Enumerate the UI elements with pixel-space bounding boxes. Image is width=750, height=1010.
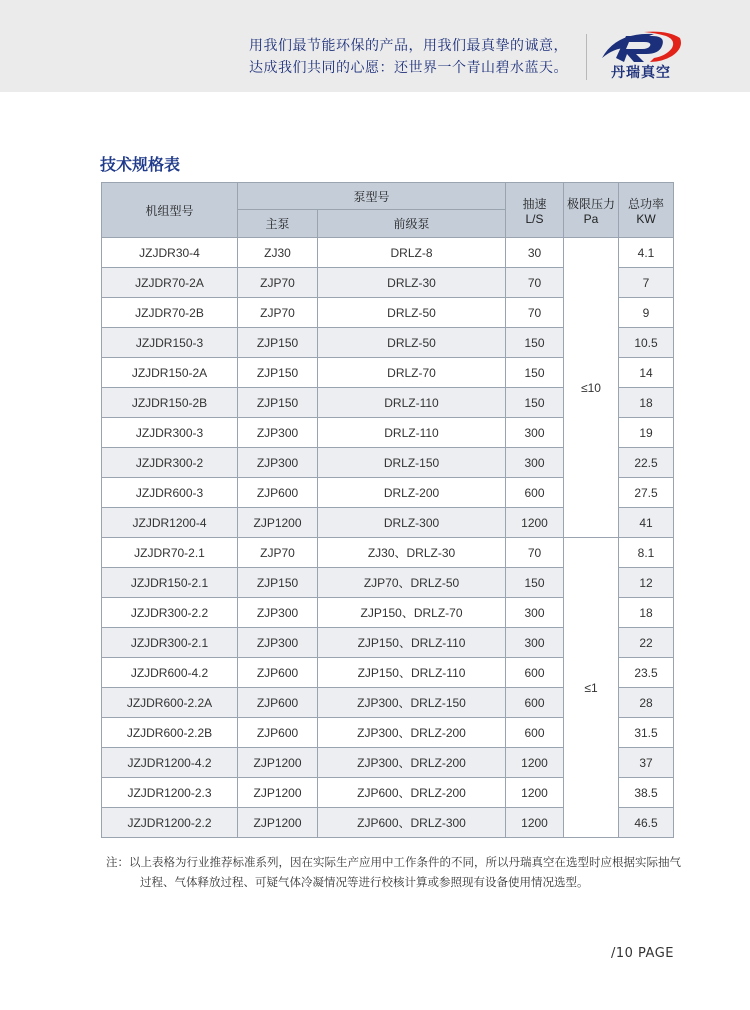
cell-ultimate-pressure: ≤1: [564, 538, 619, 838]
cell-power: 7: [619, 268, 674, 298]
cell-backing-pump: ZJ30、DRLZ-30: [318, 538, 506, 568]
cell-backing-pump: ZJP150、DRLZ-70: [318, 598, 506, 628]
cell-model: JZJDR600-2.2A: [102, 688, 238, 718]
spec-table-body: [102, 238, 674, 838]
cell-power: 4.1: [619, 238, 674, 268]
cell-backing-pump: DRLZ-200: [318, 478, 506, 508]
cell-model: JZJDR600-4.2: [102, 658, 238, 688]
cell-speed: 300: [506, 418, 564, 448]
cell-model: JZJDR600-2.2B: [102, 718, 238, 748]
cell-speed: 150: [506, 568, 564, 598]
header-power: 总功率 KW: [619, 183, 674, 238]
cell-backing-pump: ZJP70、DRLZ-50: [318, 568, 506, 598]
section-title: 技术规格表: [100, 155, 181, 174]
cell-power: 46.5: [619, 808, 674, 838]
footnote: [106, 852, 686, 892]
footnote-line-2: 过程、气体释放过程、可疑气体冷凝情况等进行校核计算或参照现有设备使用情况选型。: [140, 875, 589, 889]
cell-main-pump: ZJP600: [238, 718, 318, 748]
cell-power: 27.5: [619, 478, 674, 508]
cell-main-pump: ZJP70: [238, 538, 318, 568]
cell-backing-pump: ZJP150、DRLZ-110: [318, 658, 506, 688]
page-header: [0, 0, 750, 92]
cell-model: JZJDR300-2: [102, 448, 238, 478]
header-model: 机组型号: [102, 183, 238, 238]
cell-backing-pump: ZJP150、DRLZ-110: [318, 628, 506, 658]
cell-speed: 300: [506, 448, 564, 478]
cell-main-pump: ZJP600: [238, 658, 318, 688]
cell-backing-pump: ZJP300、DRLZ-200: [318, 718, 506, 748]
cell-speed: 150: [506, 328, 564, 358]
cell-backing-pump: DRLZ-50: [318, 328, 506, 358]
cell-power: 31.5: [619, 718, 674, 748]
cell-model: JZJDR30-4: [102, 238, 238, 268]
cell-backing-pump: DRLZ-300: [318, 508, 506, 538]
cell-main-pump: ZJP150: [238, 568, 318, 598]
cell-model: JZJDR1200-4: [102, 508, 238, 538]
header-pump-type: 泵型号: [238, 183, 506, 210]
cell-model: JZJDR150-2A: [102, 358, 238, 388]
cell-speed: 1200: [506, 778, 564, 808]
cell-backing-pump: DRLZ-150: [318, 448, 506, 478]
cell-main-pump: ZJP1200: [238, 748, 318, 778]
slogan-line-2: 达成我们共同的心愿：还世界一个青山碧水蓝天。: [249, 60, 568, 76]
cell-model: JZJDR1200-4.2: [102, 748, 238, 778]
cell-model: JZJDR70-2.1: [102, 538, 238, 568]
header-pressure: 极限压力 Pa: [564, 183, 619, 238]
cell-model: JZJDR300-3: [102, 418, 238, 448]
cell-main-pump: ZJP300: [238, 418, 318, 448]
cell-power: 19: [619, 418, 674, 448]
cell-speed: 70: [506, 538, 564, 568]
cell-power: 37: [619, 748, 674, 778]
header-backing-pump: 前级泵: [318, 210, 506, 238]
header-main-pump: 主泵: [238, 210, 318, 238]
slogan-line-1: 用我们最节能环保的产品，用我们最真挚的诚意，: [249, 38, 568, 54]
cell-model: JZJDR1200-2.3: [102, 778, 238, 808]
cell-main-pump: ZJP1200: [238, 778, 318, 808]
cell-power: 8.1: [619, 538, 674, 568]
cell-model: JZJDR150-3: [102, 328, 238, 358]
cell-backing-pump: ZJP600、DRLZ-200: [318, 778, 506, 808]
slogan: [249, 35, 568, 79]
cell-model: JZJDR300-2.2: [102, 598, 238, 628]
cell-power: 14: [619, 358, 674, 388]
page-number: /10 PAGE: [610, 946, 674, 961]
cell-power: 10.5: [619, 328, 674, 358]
cell-power: 22.5: [619, 448, 674, 478]
cell-speed: 600: [506, 718, 564, 748]
cell-main-pump: ZJP150: [238, 388, 318, 418]
cell-main-pump: ZJP600: [238, 688, 318, 718]
cell-power: 28: [619, 688, 674, 718]
cell-model: JZJDR70-2B: [102, 298, 238, 328]
cell-main-pump: ZJP300: [238, 448, 318, 478]
spec-table: [101, 182, 674, 838]
cell-model: JZJDR1200-2.2: [102, 808, 238, 838]
cell-ultimate-pressure: ≤10: [564, 238, 619, 538]
footnote-line-1: 注：以上表格为行业推荐标准系列，因在实际生产应用中工作条件的不同，所以丹瑞真空在选型时应根据实际抽气: [106, 855, 681, 869]
cell-main-pump: ZJP70: [238, 268, 318, 298]
cell-power: 12: [619, 568, 674, 598]
cell-backing-pump: DRLZ-8: [318, 238, 506, 268]
header-divider: [586, 34, 587, 80]
cell-backing-pump: DRLZ-50: [318, 298, 506, 328]
cell-main-pump: ZJP70: [238, 298, 318, 328]
cell-main-pump: ZJP600: [238, 478, 318, 508]
cell-speed: 600: [506, 688, 564, 718]
cell-speed: 600: [506, 658, 564, 688]
cell-power: 18: [619, 598, 674, 628]
cell-power: 9: [619, 298, 674, 328]
cell-backing-pump: ZJP300、DRLZ-150: [318, 688, 506, 718]
cell-backing-pump: ZJP300、DRLZ-200: [318, 748, 506, 778]
cell-speed: 300: [506, 628, 564, 658]
cell-main-pump: ZJP150: [238, 328, 318, 358]
cell-power: 22: [619, 628, 674, 658]
cell-main-pump: ZJ30: [238, 238, 318, 268]
cell-speed: 300: [506, 598, 564, 628]
cell-backing-pump: ZJP600、DRLZ-300: [318, 808, 506, 838]
cell-backing-pump: DRLZ-70: [318, 358, 506, 388]
cell-speed: 70: [506, 298, 564, 328]
cell-speed: 1200: [506, 508, 564, 538]
cell-main-pump: ZJP300: [238, 628, 318, 658]
cell-main-pump: ZJP1200: [238, 808, 318, 838]
table-row: [102, 238, 674, 268]
cell-model: JZJDR70-2A: [102, 268, 238, 298]
cell-power: 23.5: [619, 658, 674, 688]
cell-speed: 70: [506, 268, 564, 298]
header-speed: 抽速 L/S: [506, 183, 564, 238]
cell-power: 38.5: [619, 778, 674, 808]
logo-text: 丹瑞真空: [611, 65, 671, 81]
table-row: [102, 538, 674, 568]
cell-speed: 150: [506, 388, 564, 418]
cell-model: JZJDR150-2.1: [102, 568, 238, 598]
cell-main-pump: ZJP300: [238, 598, 318, 628]
cell-power: 18: [619, 388, 674, 418]
cell-main-pump: ZJP150: [238, 358, 318, 388]
cell-speed: 30: [506, 238, 564, 268]
cell-main-pump: ZJP1200: [238, 508, 318, 538]
cell-backing-pump: DRLZ-30: [318, 268, 506, 298]
cell-speed: 150: [506, 358, 564, 388]
cell-backing-pump: DRLZ-110: [318, 388, 506, 418]
cell-power: 41: [619, 508, 674, 538]
cell-model: JZJDR150-2B: [102, 388, 238, 418]
cell-model: JZJDR600-3: [102, 478, 238, 508]
cell-speed: 1200: [506, 808, 564, 838]
cell-speed: 600: [506, 478, 564, 508]
cell-model: JZJDR300-2.1: [102, 628, 238, 658]
cell-speed: 1200: [506, 748, 564, 778]
cell-backing-pump: DRLZ-110: [318, 418, 506, 448]
